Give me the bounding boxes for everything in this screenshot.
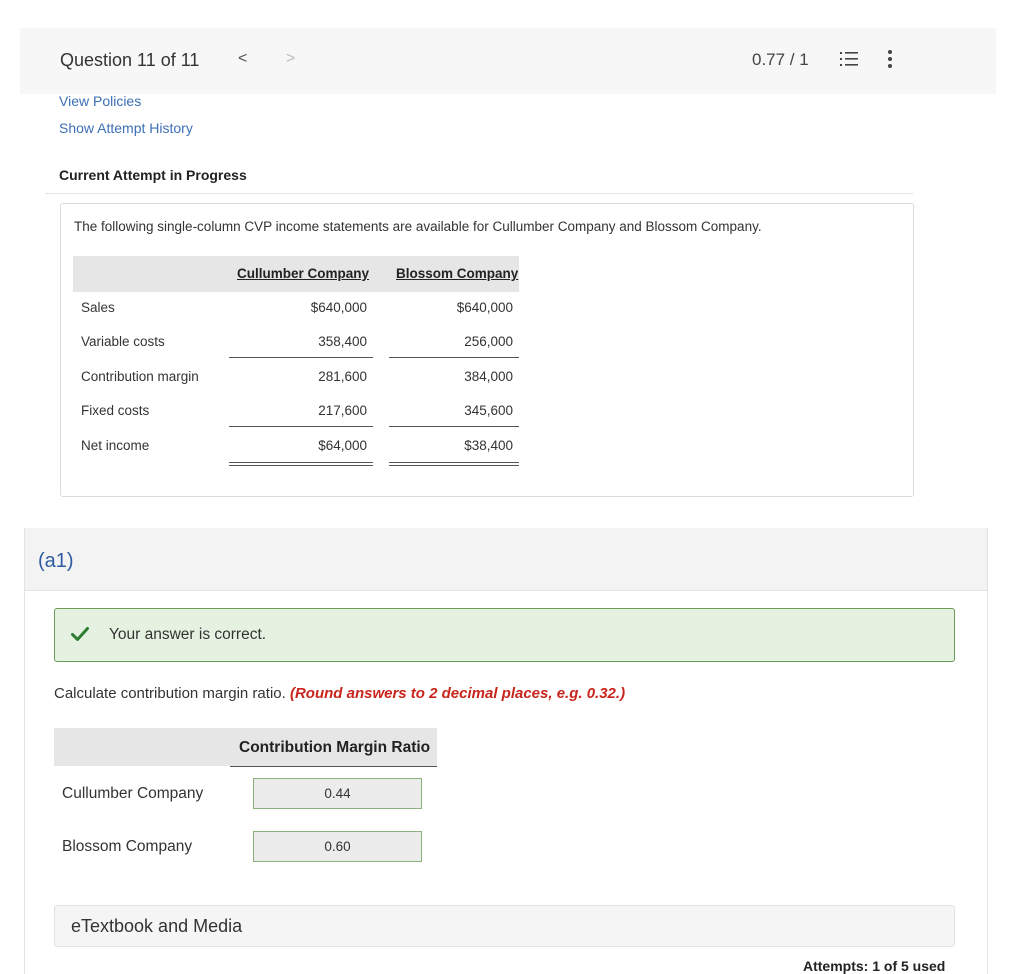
column-header-blossom: Blossom Company [396,266,519,281]
cell-blossom-net-income: $38,400 [464,438,513,453]
subtotal-rule [389,357,519,358]
total-double-rule [389,462,519,463]
rounding-note: (Round answers to 2 decimal places, e.g. 0.32.) [289,685,626,702]
previous-question-button[interactable]: < [238,50,248,67]
attempts-counter: Attempts: 1 of 5 used [803,958,946,974]
part-header [24,528,988,590]
subtotal-rule [389,426,519,427]
row-label-variable-costs: Variable costs [81,334,165,349]
cell-cullumber-sales: $640,000 [310,300,367,315]
answer-row-label-cullumber: Cullumber Company [62,785,204,802]
more-options-icon[interactable] [886,49,894,69]
instruction-main: Calculate contribution margin ratio. [54,685,290,702]
divider [45,193,913,194]
cell-blossom-sales: $640,000 [456,300,513,315]
column-header-cullumber: Cullumber Company [237,266,370,281]
total-double-rule [229,462,373,463]
question-list-icon[interactable] [840,50,858,68]
cell-cullumber-fixed-costs: 217,600 [318,403,367,418]
next-question-button[interactable]: > [286,50,296,67]
cell-blossom-variable-costs: 256,000 [464,334,513,349]
show-attempt-history-link[interactable]: Show Attempt History [59,120,193,136]
cell-blossom-fixed-costs: 345,600 [464,403,513,418]
total-double-rule [229,465,373,466]
cell-blossom-contribution-margin: 384,000 [464,369,513,384]
current-attempt-label: Current Attempt in Progress [59,167,247,183]
cell-cullumber-contribution-margin: 281,600 [318,369,367,384]
correct-answer-banner [54,608,955,662]
subtotal-rule [229,426,373,427]
total-double-rule [389,465,519,466]
contribution-margin-ratio-header: Contribution Margin Ratio [239,739,431,756]
cell-cullumber-net-income: $64,000 [318,438,367,453]
row-label-contribution-margin: Contribution margin [81,369,199,384]
view-policies-link[interactable]: View Policies [59,93,142,109]
row-label-fixed-costs: Fixed costs [81,403,150,418]
question-score: 0.77 / 1 [752,50,809,69]
subtotal-rule [229,357,373,358]
question-counter: Question 11 of 11 [60,50,200,70]
instruction-text [54,685,625,702]
etextbook-label: eTextbook and Media [71,916,243,936]
checkmark-icon [71,626,89,642]
answer-row-label-blossom: Blossom Company [62,838,193,855]
etextbook-and-media-button[interactable] [54,905,955,947]
cullumber-cmr-input[interactable]: 0.44 [253,778,422,809]
header-underline [230,766,437,767]
question-panel [60,203,914,497]
row-label-net-income: Net income [81,438,150,453]
row-label-sales: Sales [81,300,115,315]
question-intro: The following single-column CVP income statements are available for Cullumber Company and Blossom Company. [74,219,762,234]
blossom-cmr-input[interactable]: 0.60 [253,831,422,862]
part-label: (a1) [38,550,74,572]
cell-cullumber-variable-costs: 358,400 [318,334,367,349]
question-header-bar [20,28,996,94]
feedback-text: Your answer is correct. [109,626,267,643]
